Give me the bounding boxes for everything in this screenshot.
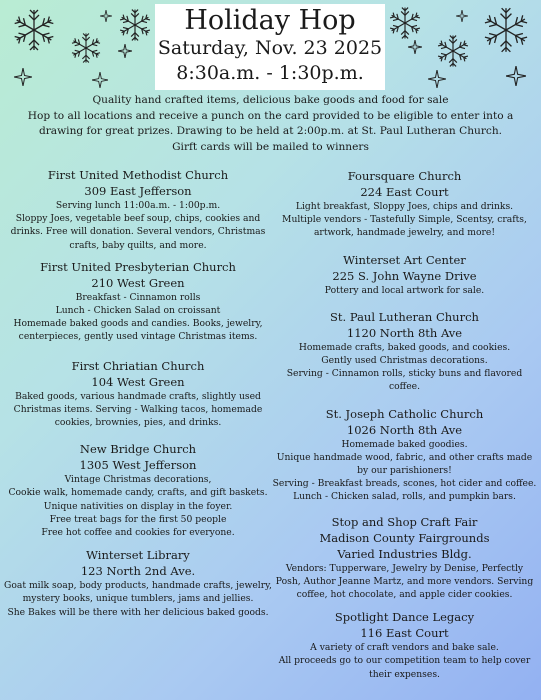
location-block	[4, 259, 272, 344]
event-title: Holiday Hop	[184, 5, 356, 36]
snowflake-icon	[70, 32, 102, 64]
location-block	[272, 406, 537, 504]
location-description: Pottery and local artwork for sale.	[324, 284, 485, 296]
location-description: Goat milk soap, body products, handmade crafts, jewelry, mystery books, unique tumblers, jams and jellies. She Bakes will be there with her delicious baked goods.	[4, 580, 272, 618]
location-block	[272, 609, 537, 681]
location-address: 1120 North 8th Ave	[346, 325, 463, 340]
location-description: Vintage Christmas decorations, Cookie walk, homemade candy, crafts, and gift baskets. Unique nativities on display in the foyer. Free treat bags for the first 50 people Free hot coffee and cookies for everyone.	[8, 474, 268, 539]
location-address: 1305 West Jefferson	[79, 458, 197, 473]
location-address: 224 East Court	[360, 185, 449, 199]
location-description: Baked goods, various handmade crafts, slightly used Christmas items. Serving - Walking tacos, homemade cookies, brownies, pies, and drinks.	[13, 390, 263, 429]
sparkle-icon	[428, 70, 446, 88]
title-box	[155, 4, 385, 90]
left-column	[4, 167, 272, 626]
location-address: 116 East Court	[360, 626, 449, 641]
location-address: 104 West Green	[91, 374, 185, 389]
sparkle-icon	[100, 10, 112, 22]
sparkle-icon	[506, 66, 526, 86]
location-name: St. Paul Lutheran Church	[330, 309, 479, 324]
location-name: First United Methodist Church	[47, 168, 229, 182]
snowflake-icon	[118, 8, 152, 42]
location-block	[272, 168, 537, 240]
location-name: Winterset Library	[86, 548, 190, 563]
location-name: Stop and Shop Craft Fair Madison County Fairgrounds Varied Industries Bldg.	[319, 514, 490, 561]
snowflake-icon	[436, 34, 470, 68]
location-name: New Bridge Church	[79, 442, 197, 457]
right-column	[272, 168, 537, 688]
location-block	[272, 514, 537, 602]
location-address: 1026 North 8th Ave	[346, 422, 463, 437]
event-date: Saturday, Nov. 23 2025	[157, 37, 383, 59]
location-description: A variety of craft vendors and bake sale. All proceeds go to our competition team to help cover their expenses.	[278, 642, 531, 680]
location-description: Serving lunch 11:00a.m. - 1:00p.m. Sloppy Joes, vegetable beef soup, chips, cookies and drinks. Free will donation. Several vendors, Christmas crafts, baby quilts, and more.	[10, 200, 266, 251]
location-block	[4, 358, 272, 430]
sparkle-icon	[92, 72, 108, 88]
intro-text: Quality hand crafted items, delicious bake goods and food for sale Hop to all locations and receive a punch on the card provided to be eligible to enter into a drawing for great prizes. Drawing to be held at 2:00p.m. at St. Paul Lutheran Church. Girft cards will be mailed to winners	[27, 94, 514, 153]
location-address: 210 West Green	[91, 275, 185, 290]
location-name: Winterset Art Center	[343, 252, 466, 267]
location-address: 123 North 2nd Ave.	[80, 564, 196, 579]
location-name: First United Presbyterian Church	[40, 259, 236, 274]
location-name: St. Joseph Catholic Church	[325, 406, 484, 421]
location-name: Spotlight Dance Legacy	[334, 610, 475, 625]
location-description: Vendors: Tupperware, Jewelry by Denise, Perfectly Posh, Author Jeanne Martz, and more vendors. Serving coffee, hot chocolate, and apple cider cookies.	[275, 562, 534, 601]
location-address: 309 East Jefferson	[84, 184, 192, 198]
snowflake-icon	[388, 6, 422, 40]
location-description: Homemade baked goodies. Unique handmade wood, fabric, and other crafts made by our parishioners! Serving - Breakfast breads, scones, hot cider and coffee. Lunch - Chicken salad, rolls, and pumpkin bars.	[272, 438, 537, 503]
location-address: 225 S. John Wayne Drive	[332, 268, 477, 283]
location-block	[272, 252, 537, 297]
location-block	[4, 167, 272, 252]
location-description: Breakfast - Cinnamon rolls Lunch - Chicken Salad on croissant Homemade baked goods and candies. Books, jewelry, centerpieces, gently used vintage Christmas items.	[13, 291, 263, 343]
sparkle-icon	[456, 10, 468, 22]
sparkle-icon	[118, 44, 132, 58]
location-block	[272, 309, 537, 394]
location-description: Homemade crafts, baked goods, and cookies. Gently used Christmas decorations. Serving - Cinnamon rolls, sticky buns and flavored coffee.	[286, 341, 523, 393]
snowflake-icon	[12, 8, 56, 52]
sparkle-icon	[408, 40, 422, 54]
location-name: First Chriatian Church	[71, 358, 205, 373]
location-block	[4, 547, 272, 619]
location-name: Foursquare Church	[347, 169, 462, 183]
snowflake-icon	[482, 6, 530, 54]
sparkle-icon	[14, 68, 32, 86]
event-time: 8:30a.m. - 1:30p.m.	[176, 62, 364, 84]
location-description: Light breakfast, Sloppy Joes, chips and drinks. Multiple vendors - Tastefully Simple, Scentsy, crafts, artwork, handmade jewelry, and more!	[282, 201, 527, 239]
location-block	[4, 441, 272, 539]
